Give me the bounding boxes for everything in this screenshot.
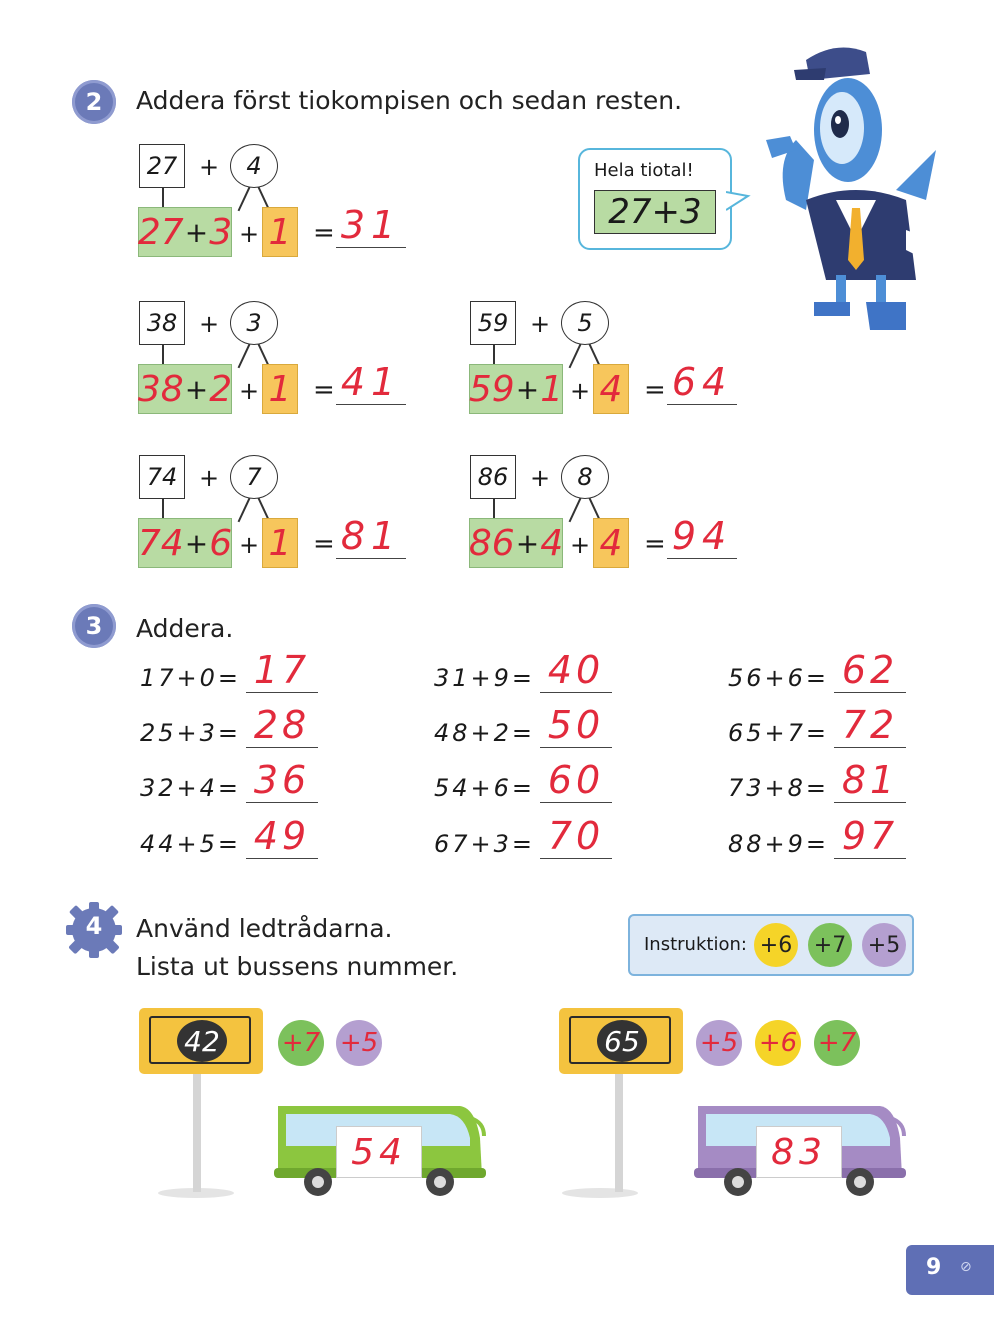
- answer: 31: [336, 199, 406, 248]
- clue-green: +7: [814, 1020, 860, 1066]
- equals-sign: =: [644, 529, 666, 559]
- instruction-label: Instruktion:: [644, 934, 747, 955]
- rest-box: 1: [262, 518, 298, 568]
- equals-sign: =: [313, 218, 335, 248]
- answer: 64: [667, 356, 737, 405]
- plus-sign: +: [530, 464, 551, 492]
- expression: 17+0=: [140, 664, 242, 692]
- answer: 17: [246, 646, 318, 693]
- clue-green: +7: [278, 1020, 324, 1066]
- equals-sign: =: [313, 529, 335, 559]
- logo-icon: ⊘: [960, 1259, 972, 1275]
- answer: 94: [667, 510, 737, 559]
- expression: 56+6=: [728, 664, 830, 692]
- bus-number: 54: [336, 1126, 422, 1178]
- tens-buddy-box: 59 + 1: [469, 364, 563, 414]
- task-instruction: Addera först tiokompisen och sedan resten.: [136, 86, 683, 115]
- answer: 70: [540, 812, 612, 859]
- expression: 32+4=: [140, 774, 242, 802]
- plus-sign: +: [199, 310, 220, 338]
- first-addend-box: 27: [139, 144, 185, 188]
- clue-yellow: +6: [754, 923, 798, 967]
- bus-stop-sign: [559, 1008, 683, 1074]
- rest-box: 1: [262, 207, 298, 257]
- answer: 97: [834, 812, 906, 859]
- bubble-expression: 27+3: [594, 190, 716, 234]
- answer: 41: [336, 356, 406, 405]
- mascot-character-illustration: [766, 40, 946, 340]
- expression: 31+9=: [434, 664, 536, 692]
- task-instruction-line1: Använd ledtrådarna.: [136, 914, 393, 943]
- equals-sign: =: [313, 375, 335, 405]
- bubble-text: Hela tiotal!: [594, 160, 694, 181]
- task-number-badge: 3: [72, 604, 116, 648]
- bubble-tail: [726, 190, 752, 216]
- answer: 81: [336, 510, 406, 559]
- second-addend-circle: 3: [230, 301, 278, 345]
- page-number-tab: [906, 1245, 994, 1295]
- speech-bubble: [578, 148, 732, 250]
- plus-sign: +: [570, 531, 591, 559]
- expression: 65+7=: [728, 719, 830, 747]
- first-addend-box: 38: [139, 301, 185, 345]
- answer: 49: [246, 812, 318, 859]
- expression: 48+2=: [434, 719, 536, 747]
- answer: 50: [540, 701, 612, 748]
- clue-green: +7: [808, 923, 852, 967]
- answer: 36: [246, 756, 318, 803]
- first-addend-box: 86: [470, 455, 516, 499]
- equals-sign: =: [644, 375, 666, 405]
- plus-sign: +: [199, 464, 220, 492]
- answer: 72: [834, 701, 906, 748]
- second-addend-circle: 4: [230, 144, 278, 188]
- answer: 62: [834, 646, 906, 693]
- stop-number: 42: [177, 1020, 227, 1062]
- answer: 28: [246, 701, 318, 748]
- task-instruction-line2: Lista ut bussens nummer.: [136, 952, 459, 981]
- expression: 54+6=: [434, 774, 536, 802]
- tens-buddy-box: 38 + 2: [138, 364, 232, 414]
- plus-sign: +: [239, 377, 260, 405]
- expression: 88+9=: [728, 830, 830, 858]
- instruction-clue-box: [628, 914, 914, 976]
- second-addend-circle: 5: [561, 301, 609, 345]
- first-addend-box: 59: [470, 301, 516, 345]
- expression: 67+3=: [434, 830, 536, 858]
- stop-number: 65: [597, 1020, 647, 1062]
- expression: 44+5=: [140, 830, 242, 858]
- tens-buddy-box: 86 + 4: [469, 518, 563, 568]
- clue-purple: +5: [696, 1020, 742, 1066]
- page-number: 9: [926, 1255, 942, 1280]
- rest-box: 4: [593, 364, 629, 414]
- expression: 25+3=: [140, 719, 242, 747]
- second-addend-circle: 8: [561, 455, 609, 499]
- bus-number: 83: [756, 1126, 842, 1178]
- bus-stop-sign: [139, 1008, 263, 1074]
- expression: 73+8=: [728, 774, 830, 802]
- rest-box: 1: [262, 364, 298, 414]
- plus-sign: +: [570, 377, 591, 405]
- tens-buddy-box: 27 + 3: [138, 207, 232, 257]
- task-instruction: Addera.: [136, 614, 234, 643]
- clue-purple: +5: [862, 923, 906, 967]
- plus-sign: +: [239, 220, 260, 248]
- first-addend-box: 74: [139, 455, 185, 499]
- task-number-badge: 4: [85, 912, 103, 940]
- second-addend-circle: 7: [230, 455, 278, 499]
- clue-purple: +5: [336, 1020, 382, 1066]
- clue-yellow: +6: [755, 1020, 801, 1066]
- answer: 81: [834, 756, 906, 803]
- answer: 60: [540, 756, 612, 803]
- tens-buddy-box: 74 + 6: [138, 518, 232, 568]
- plus-sign: +: [199, 153, 220, 181]
- task-number-badge: 2: [72, 80, 116, 124]
- answer: 40: [540, 646, 612, 693]
- plus-sign: +: [530, 310, 551, 338]
- rest-box: 4: [593, 518, 629, 568]
- plus-sign: +: [239, 531, 260, 559]
